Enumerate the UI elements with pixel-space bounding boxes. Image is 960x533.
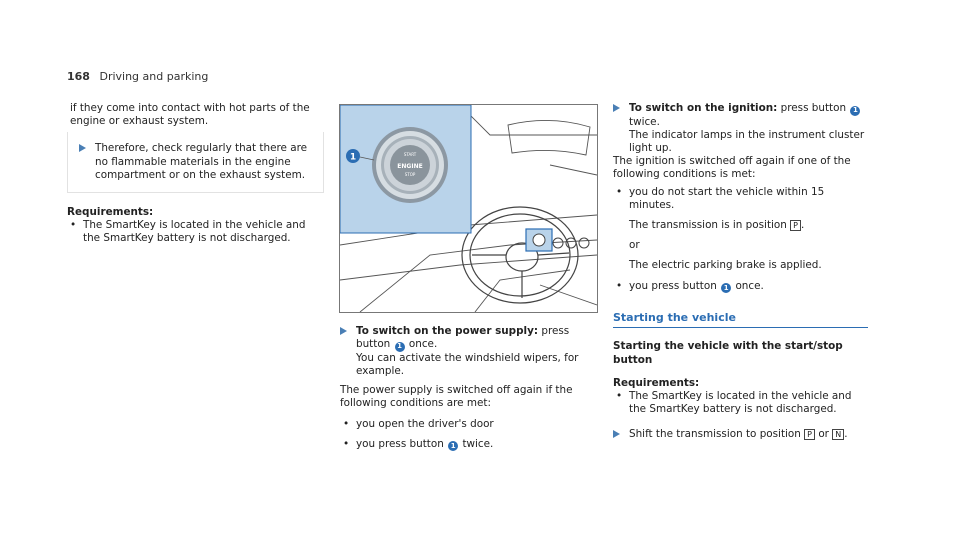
power-step-title: To switch on the power supply: <box>356 325 539 337</box>
step-arrow-icon <box>613 104 620 112</box>
ignition-step-text-a: press button <box>780 102 847 114</box>
column-2 <box>340 325 595 451</box>
ignition-step <box>613 102 868 155</box>
dashboard-illustration <box>339 104 598 313</box>
requirements-heading: Requirements: <box>67 206 154 219</box>
bullet-text-a: you press button <box>629 279 717 292</box>
ignition-step-text-b: twice. <box>629 115 660 128</box>
section-name: Driving and parking <box>99 70 209 83</box>
sub-text-b: . <box>800 219 805 232</box>
dashboard-drawing <box>340 105 597 312</box>
note-step <box>79 142 322 182</box>
bullet-text-b: once. <box>735 279 764 292</box>
sub-text-a: The transmission is in position <box>629 219 787 232</box>
or-word: or <box>818 428 829 441</box>
subsection-title: Starting the vehicle with the start/stop button <box>613 340 843 366</box>
step-arrow-icon <box>613 430 620 438</box>
power-off-bullet-1: • you open the driver's door <box>340 418 595 431</box>
button-number-badge: 1 <box>448 441 458 451</box>
button-mid-text: ENGINE <box>397 163 423 170</box>
power-off-intro: The power supply is switched off again if the following conditions are met: <box>340 384 573 410</box>
intro-text: if they come into contact with hot parts of the engine or exhaust system. <box>70 102 310 128</box>
gear-key-p: P <box>804 429 815 440</box>
shift-end: . <box>844 428 848 441</box>
gear-key-n: N <box>832 429 844 440</box>
requirements-heading: Requirements: <box>613 376 700 389</box>
power-step-text-a: press button <box>356 325 570 351</box>
power-step-extra: You can activate the windshield wipers, for example. <box>356 351 579 377</box>
transmission-condition <box>613 219 868 232</box>
section-title: Starting the vehicle <box>613 311 868 328</box>
step-arrow-icon <box>79 144 86 152</box>
power-step-text-b: once. <box>408 338 438 351</box>
button-bot-text: STOP <box>404 172 416 177</box>
page-header <box>67 70 208 83</box>
ignition-off-intro: The ignition is switched off again if one of the following conditions is met: <box>613 155 851 181</box>
ignition-off-bullet-2 <box>613 280 868 294</box>
callout-marker: 1 <box>349 152 357 163</box>
note-text: Therefore, check regularly that there are no flammable materials in the engine compartment or on the exhaust system. <box>95 142 308 181</box>
power-off-bullet-2 <box>340 438 595 452</box>
page-number: 168 <box>67 70 90 83</box>
parking-brake-condition: The electric parking brake is applied. <box>629 259 822 272</box>
column-1 <box>67 102 322 246</box>
gear-key: P <box>790 220 801 231</box>
requirement-item: • The SmartKey is located in the vehicle and the SmartKey battery is not discharged. <box>613 390 868 416</box>
button-top-text: START <box>403 152 417 157</box>
ignition-step-extra: The indicator lamps in the instrument cluster light up. <box>629 128 865 154</box>
button-number-badge: 1 <box>721 283 731 293</box>
bullet-text-b: twice. <box>462 437 494 450</box>
ignition-off-bullet-1: • you do not start the vehicle within 15 minutes. <box>613 186 868 212</box>
shift-text: Shift the transmission to position <box>629 428 801 441</box>
button-number-badge: 1 <box>850 106 860 116</box>
shift-step <box>613 428 868 441</box>
column-3 <box>613 102 868 442</box>
requirement-item: • The SmartKey is located in the vehicle and the SmartKey battery is not discharged. <box>67 219 322 245</box>
or-text: or <box>629 239 640 252</box>
ignition-step-title: To switch on the ignition: <box>629 102 778 114</box>
step-arrow-icon <box>340 327 347 335</box>
bullet-text-a: you press button <box>356 437 444 450</box>
power-supply-step <box>340 325 595 378</box>
button-number-badge: 1 <box>395 342 405 352</box>
